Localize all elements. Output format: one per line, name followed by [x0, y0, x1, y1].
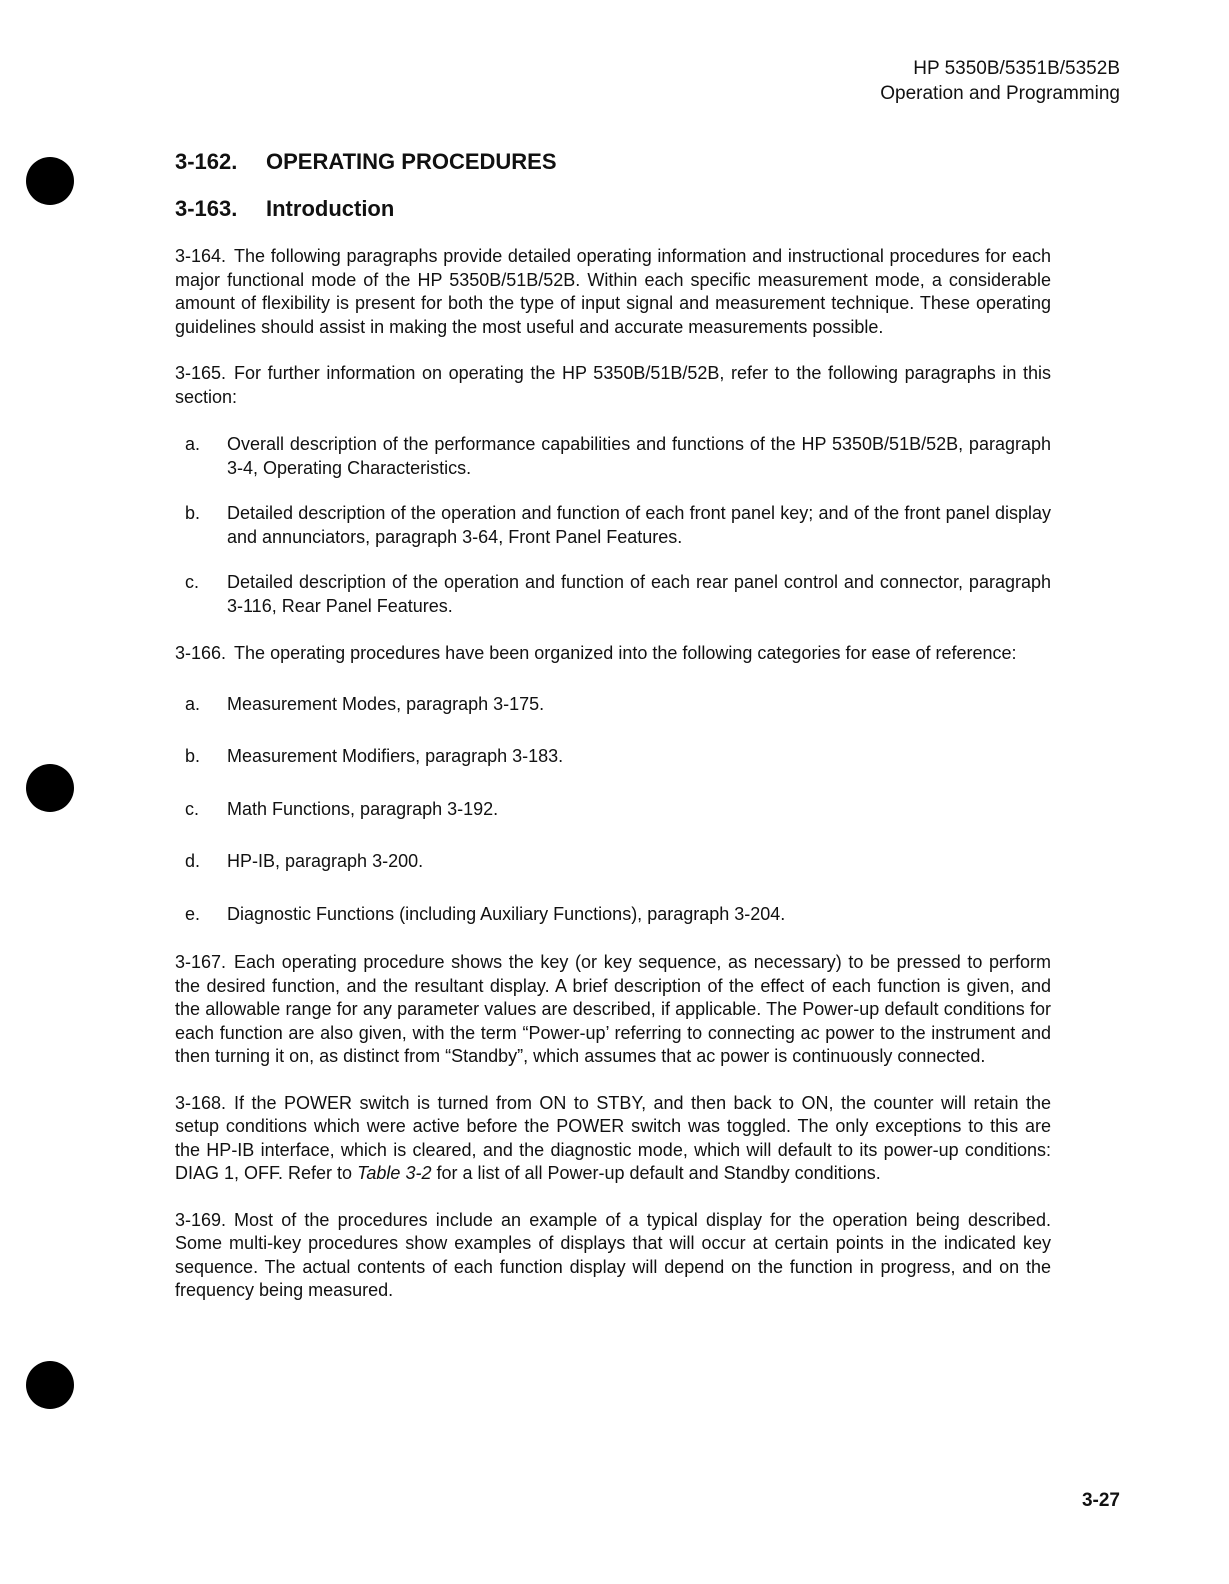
list-item: [175, 571, 1051, 618]
header-section: Operation and Programming: [880, 83, 1120, 104]
list-item: [175, 745, 1051, 769]
punch-hole-top: [26, 157, 74, 205]
heading-title: Introduction: [266, 196, 395, 221]
list-item-text: Diagnostic Functions (including Auxiliary Functions), paragraph 3-204.: [227, 903, 786, 924]
list-item-text: Overall description of the performance capabilities and functions of the HP 5350B/51B/52B, paragraph 3-4, Operating Characteristics.: [227, 434, 1051, 478]
page-number: 3-27: [1081, 1490, 1120, 1511]
list-item: [175, 903, 1051, 927]
list-item-label: c.: [185, 572, 200, 592]
paragraph-text: If the POWER switch is turned from ON to STBY, and then back to ON, the counter will retain the setup conditions which were active before the POWER switch was toggled. The only exceptions to this are the HP-IB interface, which is cleared, and the diagnostic mode, which will default to its power-up conditions: DIAG 1, OFF. Refer to: [175, 1092, 1051, 1183]
paragraph-text: for a list of all Power-up default and Standby conditions.: [431, 1163, 881, 1183]
punch-hole-middle: [26, 764, 74, 812]
list-item: [175, 433, 1051, 480]
category-list: [175, 693, 1051, 927]
list-item-text: Measurement Modifiers, paragraph 3-183.: [227, 746, 564, 766]
paragraph-text: The following paragraphs provide detailed operating information and instructional procedures for each major functional mode of the HP 5350B/51B/52B. Within each specific measurement mode, a considerable amount of flexibility is present for both the type of input signal and measurement technique. These operating guidelines should assist in making the most useful and accurate measurements possible.: [175, 246, 1051, 337]
heading-operating-procedures: [175, 148, 1051, 176]
paragraph-number: 3-168.: [175, 1092, 227, 1113]
list-item: [175, 693, 1051, 717]
list-item-label: a.: [185, 693, 201, 714]
heading-introduction: [175, 195, 1051, 223]
list-item-label: b.: [185, 503, 201, 523]
paragraph-text: For further information on operating the HP 5350B/51B/52B, refer to the following paragraphs in this section:: [175, 363, 1051, 407]
heading-title: OPERATING PROCEDURES: [266, 149, 557, 174]
list-item-label: e.: [185, 903, 201, 924]
list-item-label: d.: [185, 851, 201, 871]
list-item: [175, 850, 1051, 874]
list-item-text: Math Functions, paragraph 3-192.: [227, 798, 499, 819]
page-header: [880, 56, 1120, 106]
list-item-text: Measurement Modes, paragraph 3-175.: [227, 693, 545, 714]
paragraph-3-167: [175, 951, 1051, 1069]
paragraph-3-165: [175, 362, 1051, 409]
page-content: [175, 148, 1051, 1303]
punch-hole-bottom: [26, 1361, 74, 1409]
list-item-text: HP-IB, paragraph 3-200.: [227, 851, 424, 871]
list-item-label: c.: [185, 798, 200, 819]
paragraph-3-168: [175, 1092, 1051, 1186]
paragraph-3-164: [175, 245, 1051, 339]
list-item-label: a.: [185, 434, 201, 454]
paragraph-number: 3-164.: [175, 246, 227, 266]
heading-number: 3-162.: [175, 149, 238, 174]
paragraph-number: 3-166.: [175, 643, 227, 663]
paragraph-text: Each operating procedure shows the key (or key sequence, as necessary) to be pressed to perform the desired function, and the resultant display. A brief description of the effect of each function is given, and the allowable range for any parameter values are described, if applicable. The Power-up default conditions for each function are also given, with the term “Power-up’ referring to connecting ac power to the instrument and then turning it on, as distinct from “Standby”, which assumes that ac power is continuously connected.: [175, 952, 1051, 1066]
paragraph-number: 3-165.: [175, 363, 227, 383]
heading-number: 3-163.: [175, 196, 238, 221]
list-item-label: b.: [185, 746, 201, 766]
list-item-text: Detailed description of the operation and function of each front panel key; and of the front panel display and annunciators, paragraph 3-64, Front Panel Features.: [227, 503, 1051, 547]
paragraph-3-166: [175, 642, 1051, 666]
header-model: HP 5350B/5351B/5352B: [913, 58, 1120, 79]
paragraph-3-169: [175, 1209, 1051, 1303]
table-reference: Table 3-2: [357, 1163, 432, 1183]
list-item-text: Detailed description of the operation and function of each rear panel control and connector, paragraph 3-116, Rear Panel Features.: [227, 572, 1051, 616]
paragraph-number: 3-169.: [175, 1209, 227, 1230]
paragraph-number: 3-167.: [175, 952, 227, 972]
list-item: [175, 798, 1051, 822]
reference-list: [175, 433, 1051, 618]
list-item: [175, 502, 1051, 549]
paragraph-text: The operating procedures have been organized into the following categories for ease of reference:: [234, 643, 1017, 663]
paragraph-text: Most of the procedures include an example of a typical display for the operation being described. Some multi-key procedures show examples of displays that will occur at certain points in the indicated key sequence. The actual contents of each function display will depend on the function in progress, and on the frequency being measured.: [175, 1209, 1051, 1300]
